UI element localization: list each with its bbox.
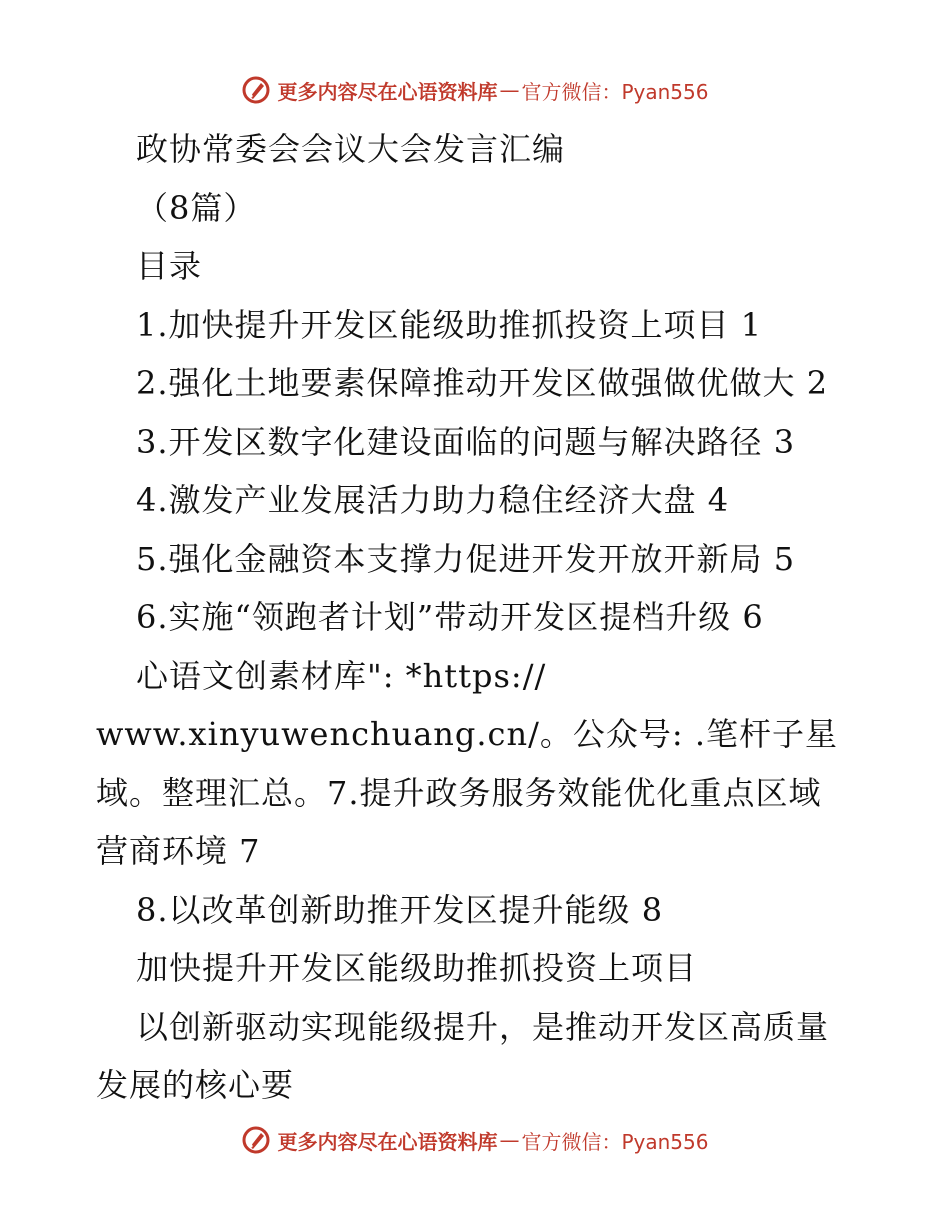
toc-item: 8.以改革创新助推开发区提升能级 8 xyxy=(136,890,664,929)
source-line: 域。整理汇总。7.提升政务服务效能优化重点区域 xyxy=(96,773,822,812)
section-heading: 加快提升开发区能级助推抓投资上项目 xyxy=(136,949,698,987)
document-body xyxy=(96,120,866,1115)
toc-item: 4.激发产业发展活力助力稳住经济大盘 4 xyxy=(136,481,730,519)
source-line: 营商环境 7 xyxy=(96,832,261,870)
banner-title: 更多内容尽在心语资料库 xyxy=(277,79,498,104)
toc-item: 5.强化金融资本支撑力促进开发开放开新局 5 xyxy=(136,539,796,578)
banner-separator: — xyxy=(499,1128,520,1152)
toc-heading: 目录 xyxy=(136,247,203,285)
footer-banner xyxy=(0,1122,950,1158)
banner-separator: — xyxy=(499,78,520,102)
document-title: 政协常委会会议大会发言汇编 xyxy=(136,130,566,168)
pen-circle-logo-icon xyxy=(241,1125,271,1155)
source-line: 心语文创素材库": *https:// xyxy=(136,656,547,695)
body-paragraph: 以创新驱动实现能级提升，是推动开发区高质量 xyxy=(136,1007,830,1046)
toc-item: 1.加快提升开发区能级助推抓投资上项目 1 xyxy=(136,305,763,344)
banner-wechat: 官方微信：Pyan556 xyxy=(521,1129,709,1154)
body-paragraph: 发展的核心要 xyxy=(96,1066,295,1104)
pen-circle-logo-icon xyxy=(241,75,271,105)
toc-item: 6.实施“领跑者计划”带动开发区提档升级 6 xyxy=(136,598,764,636)
toc-item: 3.开发区数字化建设面临的问题与解决路径 3 xyxy=(136,422,796,461)
banner-title: 更多内容尽在心语资料库 xyxy=(277,1129,498,1154)
header-banner xyxy=(0,72,950,108)
document-count: （8篇） xyxy=(136,188,257,227)
source-line: www.xinyuwenchuang.cn/。公众号: .笔杆子星 xyxy=(96,715,838,753)
toc-item: 2.强化土地要素保障推动开发区做强做优做大 2 xyxy=(136,364,829,402)
banner-wechat: 官方微信：Pyan556 xyxy=(521,79,709,104)
